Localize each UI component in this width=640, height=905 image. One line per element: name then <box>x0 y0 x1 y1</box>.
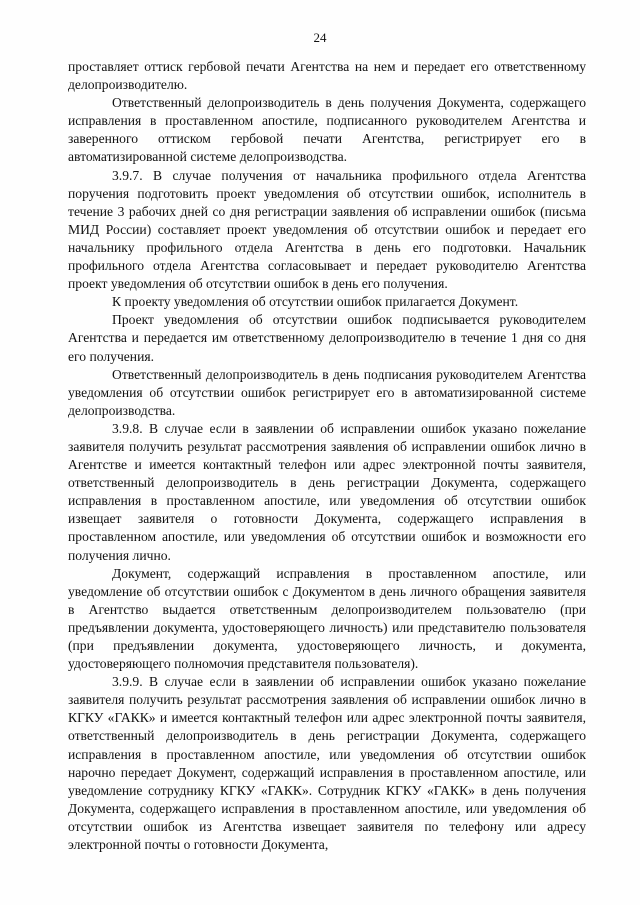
paragraph-issuance: Документ, содержащий исправления в проставленном апостиле, или уведомление об отсутствии ошибок с Документом в день личного обращения заявителя в Агентство выдается ответственным делопроизводителем пользователю (при предъявлении документа, удостоверяющего личность) или представителю пользователя (при предъявлении документа, удостоверяющего личность, и документа, удостоверяющего полномочия представителя пользователя). <box>68 565 586 672</box>
paragraph-3-9-7: 3.9.7. В случае получения от начальника профильного отдела Агентства поручения подготовить проект уведомления об отсутствии ошибок, исполнитель в течение 3 рабочих дней со дня регистрации заявления об исправлении ошибок (письма МИД России) составляет проект уведомления об отсутствии ошибок и передает его начальнику профильного отдела Агентства в день его подготовки. Начальник профильного отдела Агентства согласовывает и передает руководителю Агентства проект уведомления об отсутствии ошибок в день его получения. <box>68 167 586 292</box>
page-number: 24 <box>313 30 327 45</box>
paragraph-registration: Ответственный делопроизводитель в день получения Документа, содержащего исправления в проставленном апостиле, подписанного руководителем Агентства и заверенного оттиском гербовой печати Агентства, регистрирует его в автоматизированной системе делопроизводства. <box>68 95 586 165</box>
paragraph-signing: Проект уведомления об отсутствии ошибок подписывается руководителем Агентства и передается им ответственному делопроизводителю в течение 1 дня со дня его получения. <box>68 312 586 364</box>
paragraph-3-9-8: 3.9.8. В случае если в заявлении об исправлении ошибок указано пожелание заявителя получить результат рассмотрения заявления об исправлении ошибок лично в Агентстве и имеется контактный телефон или адрес электронной почты заявителя, ответственный делопроизводитель в день регистрации Документа, содержащего исправления в проставленном апостиле, или уведомления об отсутствии ошибок извещает заявителя о готовности Документа, содержащего исправления в проставленном апостиле, или уведомления об отсутствии ошибок и возможности его получения лично. <box>68 420 586 563</box>
paragraph-signing-registration: Ответственный делопроизводитель в день подписания руководителем Агентства уведомления об отсутствии ошибок регистрирует его в автоматизированной системе делопроизводства. <box>68 366 586 418</box>
document-body <box>68 58 586 854</box>
paragraph-continuation: проставляет оттиск гербовой печати Агентства на нем и передает его ответственному делопроизводителю. <box>68 59 586 93</box>
paragraph-attachment: К проекту уведомления об отсутствии ошибок прилагается Документ. <box>112 294 519 310</box>
paragraph-3-9-9: 3.9.9. В случае если в заявлении об исправлении ошибок указано пожелание заявителя получить результат рассмотрения заявления об исправлении ошибок лично в КГКУ «ГАКК» и имеется контактный телефон или адрес электронной почты заявителя, ответственный делопроизводитель в день регистрации Документа, содержащего исправления в проставленном апостиле, или уведомления об отсутствии ошибок нарочно передает Документ, содержащий исправления в проставленном апостиле, или уведомление сотруднику КГКУ «ГАКК». Сотрудник КГКУ «ГАКК» в день получения Документа, содержащего исправления в проставленном апостиле, или уведомления об отсутствии ошибок из Агентства извещает заявителя по телефону или адресу электронной почты о готовности Документа, <box>68 674 586 853</box>
